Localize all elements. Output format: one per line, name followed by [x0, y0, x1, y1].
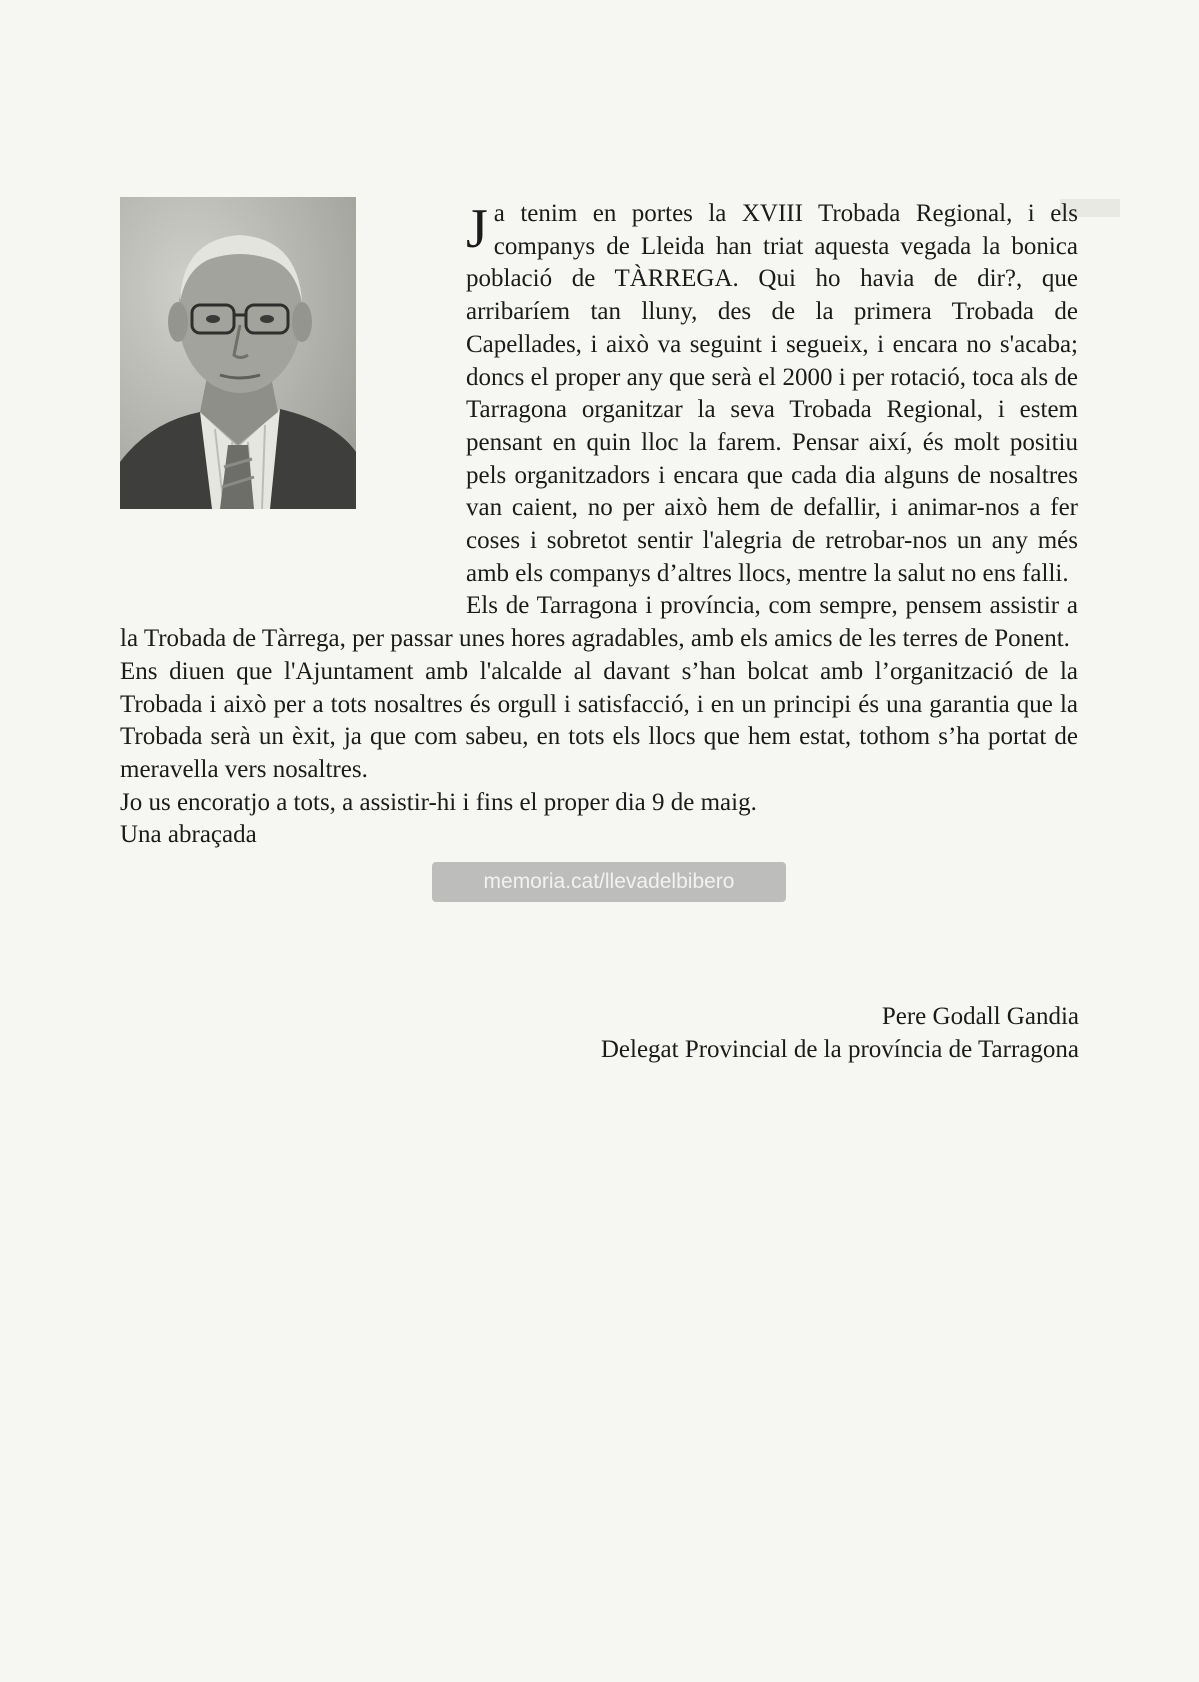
letter-closing: Una abraçada	[120, 821, 257, 849]
paragraph-1-text: a tenim en portes la XVIII Trobada Regional, i els companys de Lleida han triat aquesta vegada la bonica població de TÀRREGA. Qui ho havia de dir?, que arribaríem tan lluny, des de la primera Trobada de Capellades, i això va seguint i segueix, i encara no s'acaba; doncs el proper any que serà el 2000 i per rotació, toca als de Tarragona organitzar la seva Trobada Regional, i estem pensant en quin lloc la farem. Pensar així, és molt positiu pels organitzadors i encara que cada dia alguns de nosaltres van caient, no per això hem de defallir, i animar-nos a fer coses i sobretot sentir l'alegria de retrobar-nos un any més amb els companys d’altres llocs, mentre la salut no ens falli.	[466, 200, 1078, 587]
show-through-text: ▬	[1060, 164, 1120, 230]
letter-paragraph-4: Jo us encoratjo a tots, a assistir-hi i fins el proper dia 9 de maig.	[120, 788, 757, 816]
letter-paragraph-3: Ens diuen que l'Ajuntament amb l'alcalde al davant s’han bolcat amb l’organització de la Trobada i això per a tots nosaltres és orgull i satisfacció, i en un principi és una garantia que la Trobada serà un èxit, ja que com sabeu, en tots els llocs que hem estat, tothom s’ha portat de meravella vers nosaltres.	[120, 657, 1078, 783]
signature-block	[601, 1001, 1079, 1066]
watermark-badge: memoria.cat/llevadelbibero	[432, 862, 786, 902]
photo-wrap-spacer	[120, 198, 466, 623]
signature-title: Delegat Provincial de la província de Tarragona	[600, 1035, 1079, 1063]
letter-body	[120, 198, 1078, 852]
letter-paragraph-2: Els de Tarragona i província, com sempre, pensem assistir a la Trobada de Tàrrega, per passar unes hores agradables, amb els amics de les terres de Ponent.	[120, 592, 1078, 653]
signature-name: Pere Godall Gandia	[881, 1003, 1079, 1030]
drop-cap: J	[466, 198, 488, 260]
